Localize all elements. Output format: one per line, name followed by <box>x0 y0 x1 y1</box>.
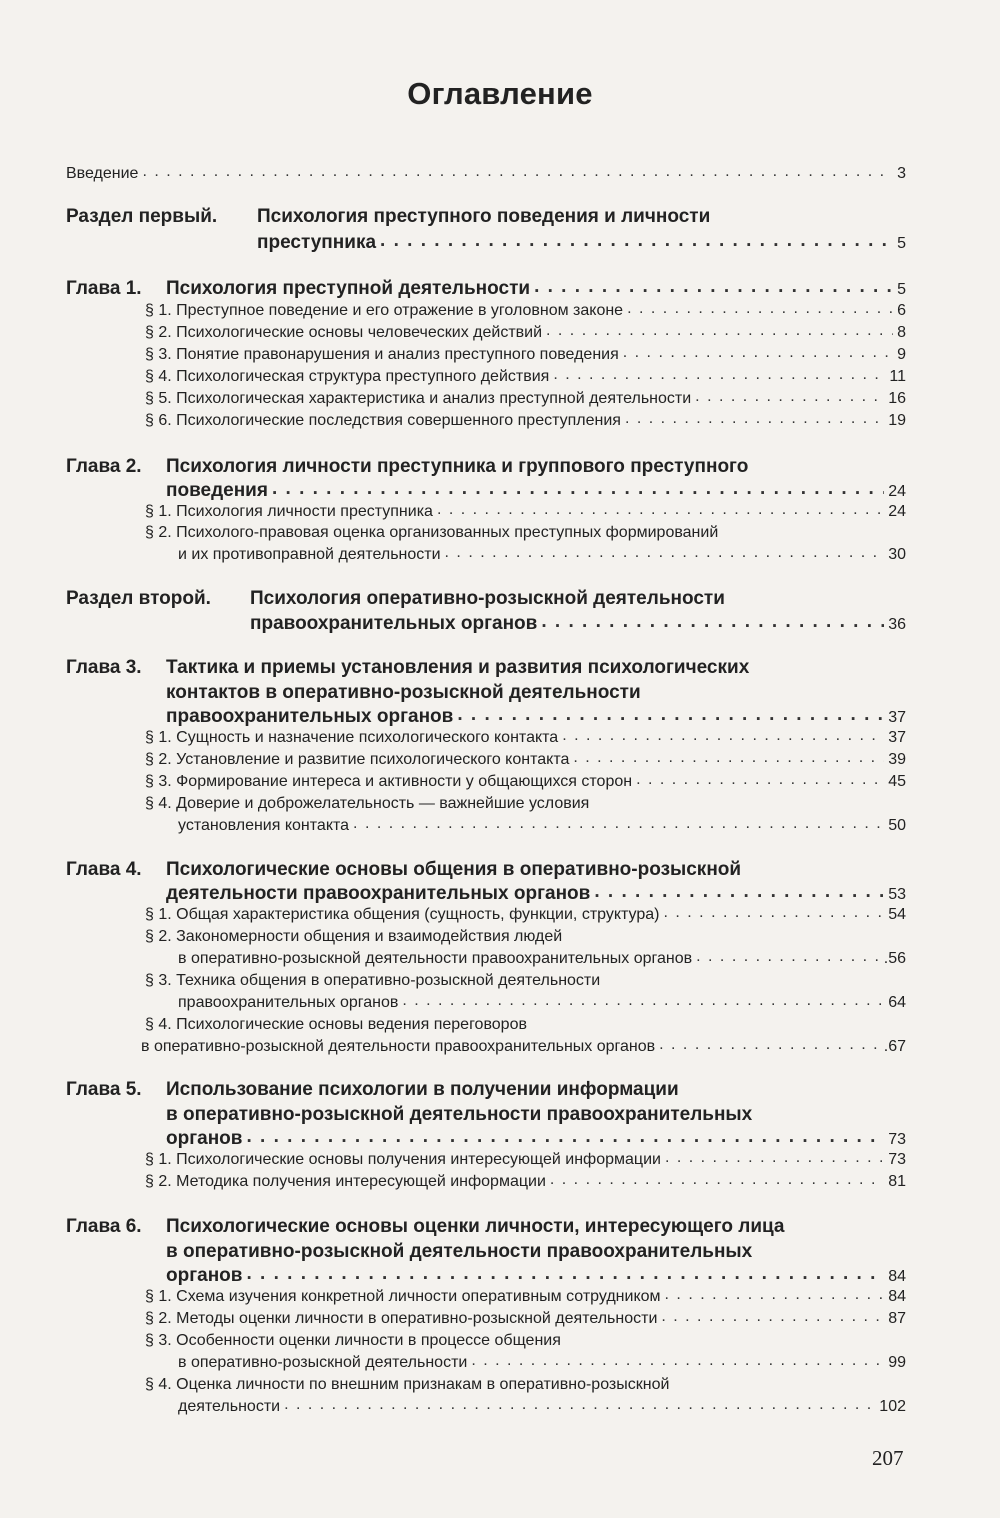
chapter-5-label: Глава 5. <box>66 1079 142 1100</box>
chapter-1-item-4: § 4. Психологическая структура преступного действия . . . 11 <box>145 368 906 386</box>
chapter-2-item-2-line1: § 2. Психолого-правовая оценка организованных преступных формирований <box>145 524 719 541</box>
chapter-3-item-4-line2: установления контакта . . . 50 <box>178 817 906 835</box>
chapter-5-title-line2: в оперативно-розыскной деятельности правоохранительных <box>166 1104 753 1125</box>
chapter-5-title-line3: органов . . . 73 <box>166 1128 906 1150</box>
chapter-2-item-1: § 1. Психология личности преступника . . . 24 <box>145 503 906 521</box>
section-2-label: Раздел второй. <box>66 588 211 609</box>
chapter-1-item-3: § 3. Понятие правонарушения и анализ преступного поведения . . . 9 <box>145 346 906 364</box>
chapter-3-title-line2: контактов в оперативно-розыскной деятельности <box>166 682 641 703</box>
chapter-2-title-line1: Психология личности преступника и группового преступного <box>166 456 749 477</box>
chapter-6-label: Глава 6. <box>66 1216 142 1237</box>
chapter-3-item-3: § 3. Формирование интереса и активности у общающихся сторон . . . 45 <box>145 773 906 791</box>
chapter-1-item-5: § 5. Психологическая характеристика и анализ преступной деятельности . . . 16 <box>145 390 906 408</box>
chapter-1-item-1: § 1. Преступное поведение и его отражение в уголовном законе . . . 6 <box>145 302 906 320</box>
section-2-title-line2: правоохранительных органов . . . 36 <box>250 613 906 635</box>
chapter-3-label: Глава 3. <box>66 657 142 678</box>
chapter-4-title-line1: Психологические основы общения в оперативно-розыскной <box>166 859 742 880</box>
chapter-4-item-2-line1: § 2. Закономерности общения и взаимодействия людей <box>145 928 563 945</box>
section-2-title-line1: Психология оперативно-розыскной деятельности <box>250 588 725 609</box>
chapter-1-label: Глава 1. <box>66 278 142 299</box>
chapter-2-title-line2: поведения . . . 24 <box>166 480 906 502</box>
chapter-1-title: Психология преступной деятельности . . . 5 <box>166 278 906 300</box>
chapter-3-title-line1: Тактика и приемы установления и развития психологических <box>166 657 750 678</box>
chapter-3-item-1: § 1. Сущность и назначение психологического контакта . . . 37 <box>145 729 906 747</box>
chapter-2-item-2-line2: и их противоправной деятельности . . . 30 <box>178 546 906 564</box>
chapter-6-item-2: § 2. Методы оценки личности в оперативно-розыскной деятельности . . . 87 <box>145 1310 906 1328</box>
chapter-6-title-line3: органов . . . 84 <box>166 1265 906 1287</box>
chapter-4-item-4-line1: § 4. Психологические основы ведения переговоров <box>145 1016 527 1033</box>
chapter-4-title-line2: деятельности правоохранительных органов . . . 53 <box>166 883 906 905</box>
chapter-6-item-3-line2: в оперативно-розыскной деятельности . . . 99 <box>178 1354 906 1372</box>
chapter-1-item-2: § 2. Психологические основы человеческих действий . . . 8 <box>145 324 906 342</box>
chapter-6-title-line2: в оперативно-розыскной деятельности правоохранительных <box>166 1241 753 1262</box>
chapter-2-label: Глава 2. <box>66 456 142 477</box>
toc-entry-intro: Введение . . . 3 <box>66 165 906 183</box>
chapter-6-title-line1: Психологические основы оценки личности, интересующего лица <box>166 1216 785 1237</box>
chapter-3-item-2: § 2. Установление и развитие психологического контакта . . . 39 <box>145 751 906 769</box>
chapter-4-item-1: § 1. Общая характеристика общения (сущность, функции, структура) . . . 54 <box>145 906 906 924</box>
chapter-4-item-4-line2: в оперативно-розыскной деятельности правоохранительных органов . . . .67 <box>141 1038 906 1056</box>
chapter-5-item-1: § 1. Психологические основы получения интересующей информации . . . 73 <box>145 1151 906 1169</box>
chapter-5-item-2: § 2. Методика получения интересующей информации . . . 81 <box>145 1173 906 1191</box>
chapter-4-item-3-line1: § 3. Техника общения в оперативно-розыскной деятельности <box>145 972 601 989</box>
chapter-3-title-line3: правоохранительных органов . . . 37 <box>166 706 906 728</box>
chapter-1-item-6: § 6. Психологические последствия совершенного преступления . . . 19 <box>145 412 906 430</box>
page-title: Оглавление <box>407 76 593 111</box>
section-1-title-line1: Психология преступного поведения и личности <box>257 206 711 227</box>
chapter-6-item-1: § 1. Схема изучения конкретной личности оперативным сотрудником . . . 84 <box>145 1288 906 1306</box>
chapter-5-title-line1: Использование психологии в получении информации <box>166 1079 679 1100</box>
section-1-title-line2: преступника . . . 5 <box>257 232 906 254</box>
chapter-4-item-3-line2: правоохранительных органов . . . 64 <box>178 994 906 1012</box>
page-number: 207 <box>872 1446 904 1470</box>
chapter-3-item-4-line1: § 4. Доверие и доброжелательность — важнейшие условия <box>145 795 590 812</box>
chapter-4-item-2-line2: в оперативно-розыскной деятельности правоохранительных органов . . . .56 <box>178 950 906 968</box>
chapter-6-item-4-line2: деятельности . . . 102 <box>178 1398 906 1416</box>
chapter-6-item-3-line1: § 3. Особенности оценки личности в процессе общения <box>145 1332 561 1349</box>
chapter-4-label: Глава 4. <box>66 859 142 880</box>
chapter-6-item-4-line1: § 4. Оценка личности по внешним признакам в оперативно-розыскной <box>145 1376 670 1393</box>
section-1-label: Раздел первый. <box>66 206 218 227</box>
